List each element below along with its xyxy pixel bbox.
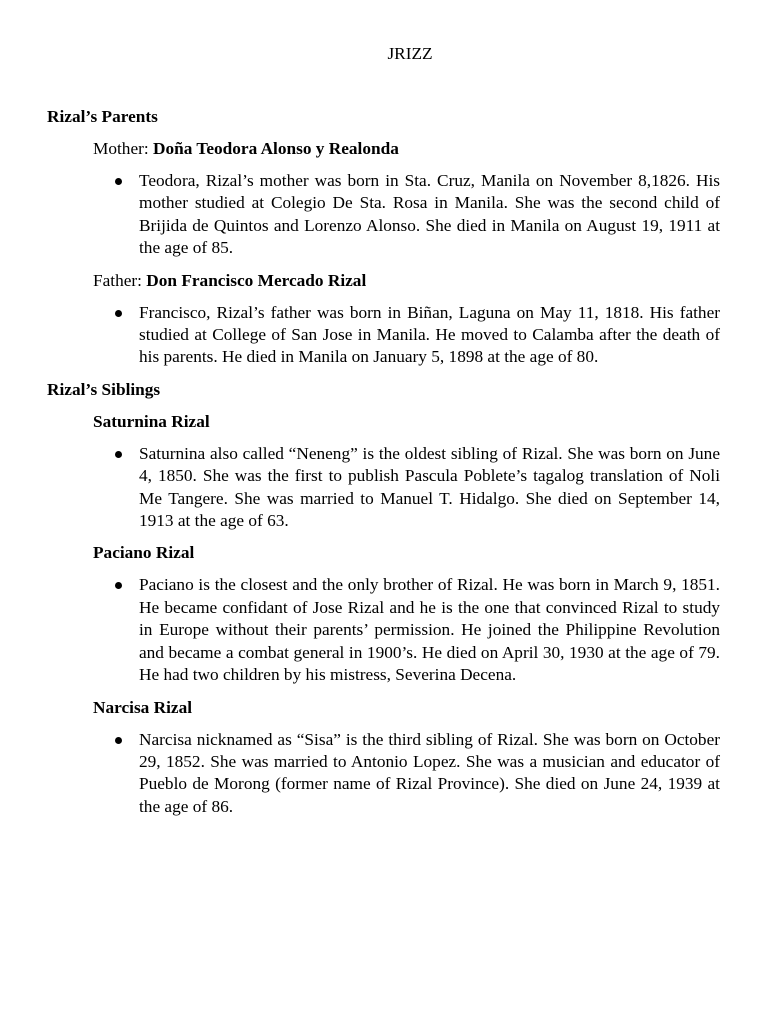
mother-name: Doña Teodora Alonso y Realonda xyxy=(153,139,399,158)
sibling-bullet-paciano xyxy=(47,574,720,686)
sibling-bullet-saturnina xyxy=(47,443,720,533)
mother-bullet xyxy=(47,170,720,260)
father-bullet-text: Francisco, Rizal’s father was born in Biñan, Laguna on May 11, 1818. His father studied at College of San Jose in Manila. He moved to Calamba after the death of his parents. He died in Manila on January 5, 1898 at the age of 80. xyxy=(139,302,720,367)
father-bullet xyxy=(47,302,720,369)
sibling-name-paciano: Paciano Rizal xyxy=(93,543,195,563)
sibling-name-saturnina: Saturnina Rizal xyxy=(93,411,210,431)
father-label: Father: xyxy=(93,270,142,290)
document-title: JRIZZ xyxy=(387,44,433,63)
parents-heading: Rizal’s Parents xyxy=(47,107,158,126)
bullet-icon xyxy=(115,451,122,458)
bullet-icon xyxy=(115,582,122,589)
siblings-heading: Rizal’s Siblings xyxy=(47,379,161,399)
document-body xyxy=(47,106,720,818)
sibling-bullet-narcisa xyxy=(47,729,720,819)
father-name: Don Francisco Mercado Rizal xyxy=(146,270,367,290)
bullet-icon xyxy=(115,178,122,185)
bullet-icon xyxy=(115,310,122,317)
mother-bullet-text: Teodora, Rizal’s mother was born in Sta. Cruz, Manila on November 8,1826. His mother studied at Colegio De Sta. Rosa in Manila. She was the second child of Brijida de Quintos and Lorenzo Alonso. She died in Manila on August 19, 1911 at the age of 85. xyxy=(139,171,720,258)
bullet-icon xyxy=(115,737,122,744)
sibling-text-narcisa: Narcisa nicknamed as “Sisa” is the third sibling of Rizal. She was born on October 29, 1852. She was married to Antonio Lopez. She was a musician and educator of Pueblo de Morong (former name of Rizal Province). She died on June 24, 1939 at the age of 86. xyxy=(139,729,720,816)
sibling-name-narcisa: Narcisa Rizal xyxy=(93,697,193,717)
sibling-text-paciano: Paciano is the closest and the only brother of Rizal. He was born in March 9, 1851. He became confidant of Jose Rizal and he is the one that convinced Rizal to study in Europe without their parents’ permission. He joined the Philippine Revolution and became a combat general in 1900’s. He died on April 30, 1930 at the age of 79. He had two children by his mistress, Severina Decena. xyxy=(139,575,720,685)
sibling-text-saturnina: Saturnina also called “Neneng” is the oldest sibling of Rizal. She was born on June 4, 1850. She was the first to publish Pascula Poblete’s tagalog translation of Noli Me Tangere. She was married to Manuel T. Hidalgo. She died on September 14, 1913 at the age of 63. xyxy=(139,443,720,531)
father-subheading xyxy=(47,270,720,292)
mother-label: Mother: xyxy=(93,139,149,158)
mother-subheading xyxy=(47,138,720,160)
